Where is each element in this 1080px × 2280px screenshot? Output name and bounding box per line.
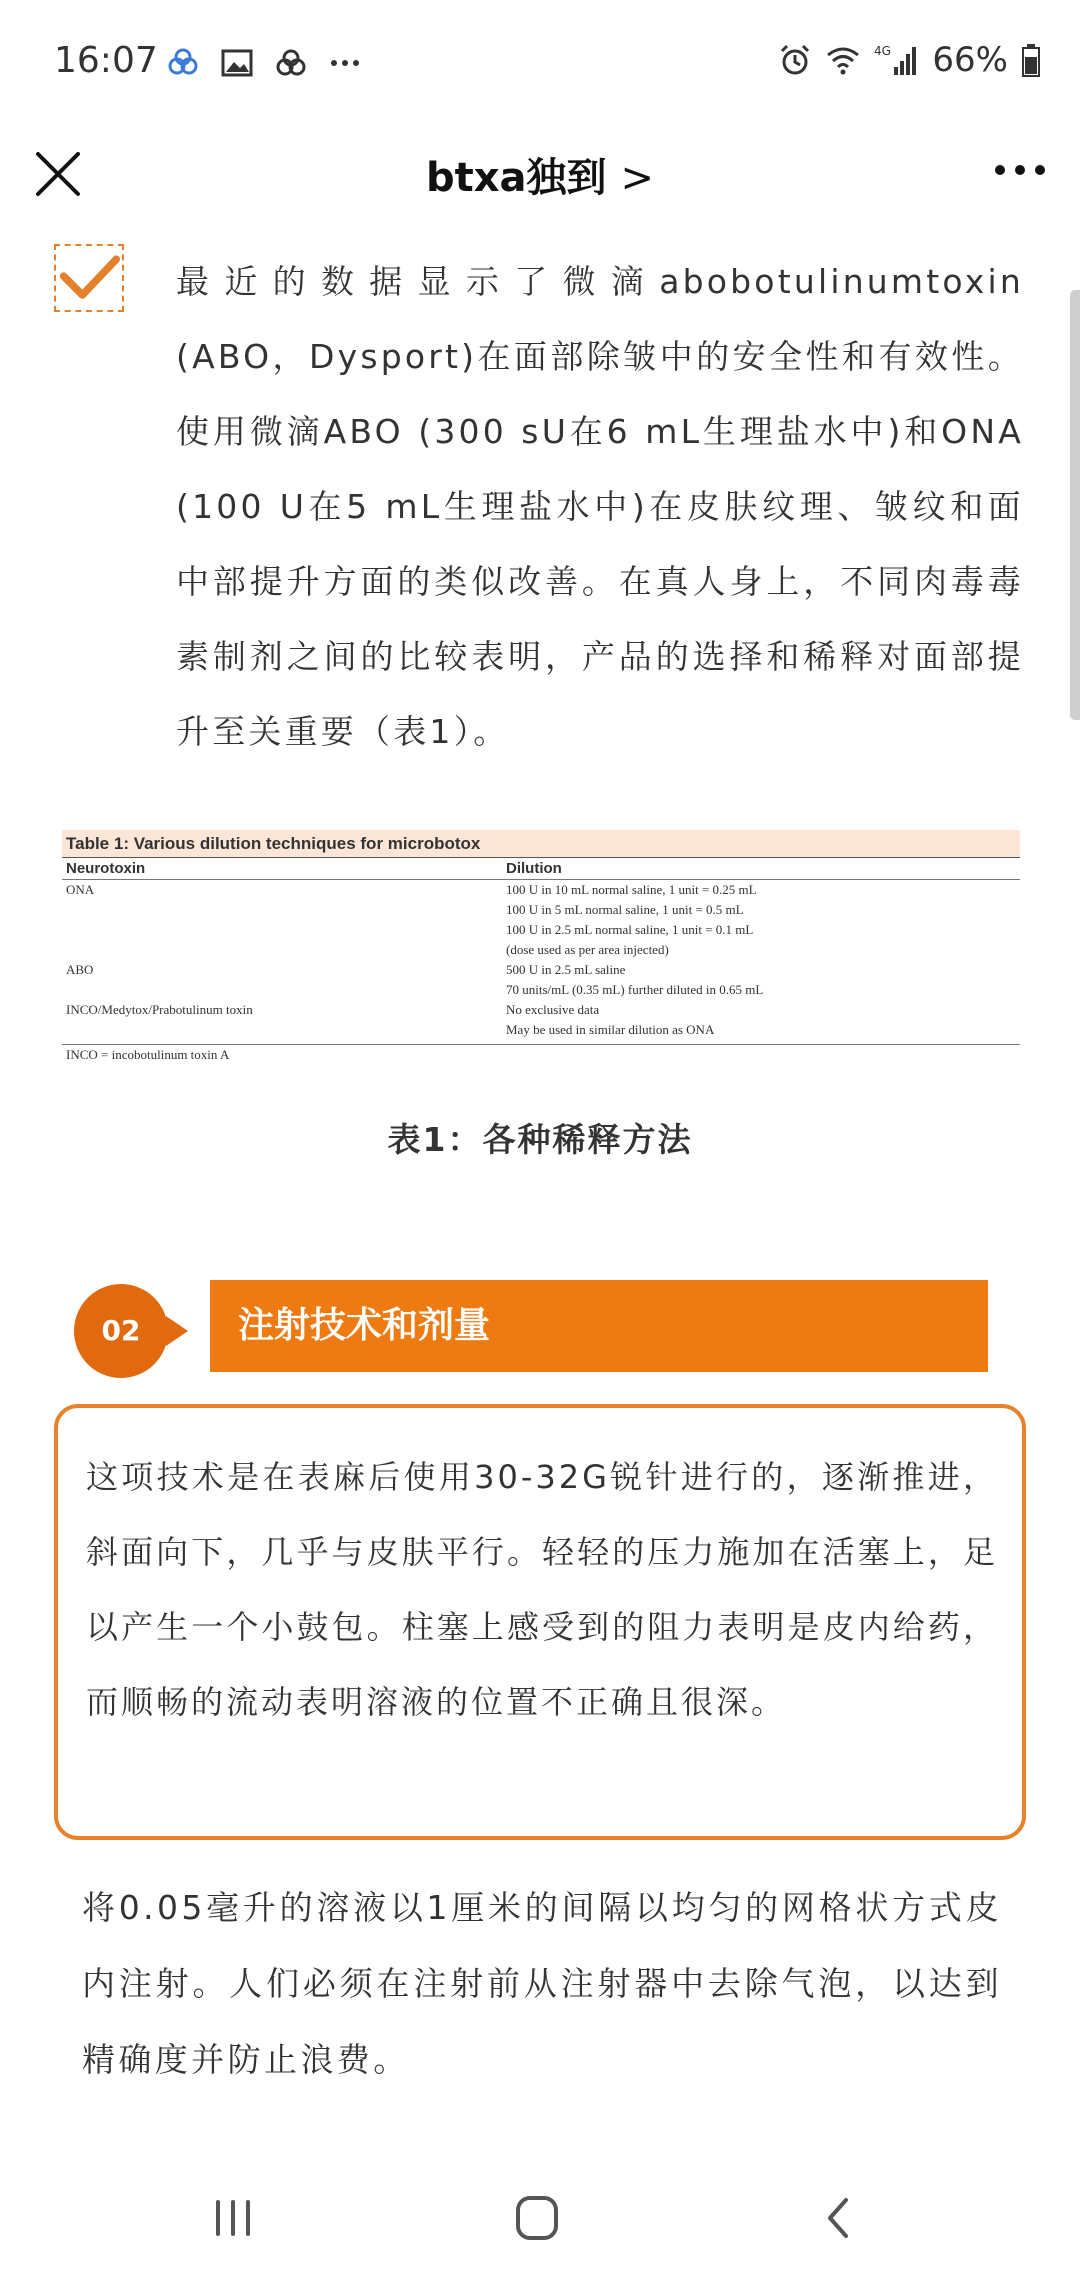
recent-apps-icon[interactable] — [198, 2188, 268, 2248]
status-time: 16:07 — [54, 40, 158, 81]
cell-neurotoxin: ONA — [66, 882, 95, 897]
chevron-right-icon: > — [620, 155, 654, 201]
section-pointer — [166, 1316, 188, 1346]
table-row — [62, 1000, 1020, 1040]
more-notifications-icon — [328, 46, 362, 80]
page-title[interactable] — [0, 146, 1080, 203]
cell-dilution: 70 units/mL (0.35 mL) further diluted in 0.65 mL — [506, 982, 764, 997]
back-icon[interactable] — [804, 2188, 874, 2248]
technique-text: 这项技术是在表麻后使用30-32G锐针进行的，逐渐推进，斜面向下，几乎与皮肤平行。轻轻的压力施加在活塞上，足以产生一个小鼓包。柱塞上感受到的阻力表明是皮内给药，而顺畅的流动表明溶液的位置不正确且很深。 — [86, 1458, 998, 1721]
more-icon[interactable] — [990, 150, 1050, 190]
table-title: Table 1: Various dilution techniques for microbotox — [62, 830, 1020, 858]
column-header-neurotoxin: Neurotoxin — [66, 860, 146, 877]
wifi-icon — [826, 43, 860, 77]
status-bar — [0, 0, 1080, 136]
cell-dilution: (dose used as per area injected) — [506, 942, 669, 957]
cell-dilution: 100 U in 10 mL normal saline, 1 unit = 0.25 mL — [506, 882, 757, 897]
signal-4g-icon — [874, 43, 918, 77]
cloud-app-icon — [274, 46, 308, 80]
column-header-dilution: Dilution — [506, 860, 562, 877]
account-name: btxa独到 — [426, 155, 607, 201]
cell-dilution: 100 U in 2.5 mL normal saline, 1 unit = 0.1 mL — [506, 922, 754, 937]
scrollbar[interactable] — [1070, 290, 1080, 720]
gallery-icon — [220, 46, 254, 80]
section-number: 02 — [74, 1284, 168, 1378]
table-caption: 表1：各种稀释方法 — [387, 1120, 693, 1159]
alarm-icon — [778, 43, 812, 77]
battery-percent: 66% — [932, 40, 1008, 80]
table-footnote: INCO = incobotulinum toxin A — [62, 1044, 1020, 1065]
technique-box — [54, 1404, 1026, 1840]
cell-neurotoxin: ABO — [66, 962, 94, 977]
cell-neurotoxin: INCO/Medytox/Prabotulinum toxin — [66, 1002, 253, 1017]
cell-dilution: 500 U in 2.5 mL saline — [506, 962, 626, 977]
battery-icon — [1022, 43, 1040, 77]
top-app-bar — [0, 136, 1080, 216]
dilution-table — [62, 830, 1020, 1070]
intro-paragraph: 最近的数据显示了微滴abobotulinumtoxin (ABO，Dysport)在面部除皱中的安全性和有效性。使用微滴ABO (300 sU在6 mL生理盐水中)和ONA (100 U在5 mL生理盐水中)在皮肤纹理、皱纹和面中部提升方面的类似改善。在真人身上，不同肉毒毒素制剂之间的比较表明，产品的选择和稀释对面部提升至关重要（表1）。 — [176, 262, 1024, 751]
cloud-app-icon — [166, 46, 200, 80]
notification-icons — [166, 46, 362, 80]
table-header — [62, 858, 1020, 880]
cell-dilution: May be used in similar dilution as ONA — [506, 1022, 715, 1037]
network-type-label: 4G — [874, 44, 892, 58]
checkmark-icon — [54, 244, 124, 312]
cell-dilution: No exclusive data — [506, 1002, 600, 1017]
section-title: 注射技术和剂量 — [210, 1280, 988, 1372]
system-icons — [778, 40, 1040, 80]
cell-dilution: 100 U in 5 mL normal saline, 1 unit = 0.5 mL — [506, 902, 744, 917]
table-row — [62, 880, 1020, 960]
home-icon[interactable] — [502, 2188, 572, 2248]
dosage-paragraph: 将0.05毫升的溶液以1厘米的间隔以均匀的网格状方式皮内注射。人们必须在注射前从注射器中去除气泡，以达到精确度并防止浪费。 — [82, 1888, 1002, 2079]
table-row — [62, 960, 1020, 1000]
navigation-bar — [0, 2160, 1080, 2280]
